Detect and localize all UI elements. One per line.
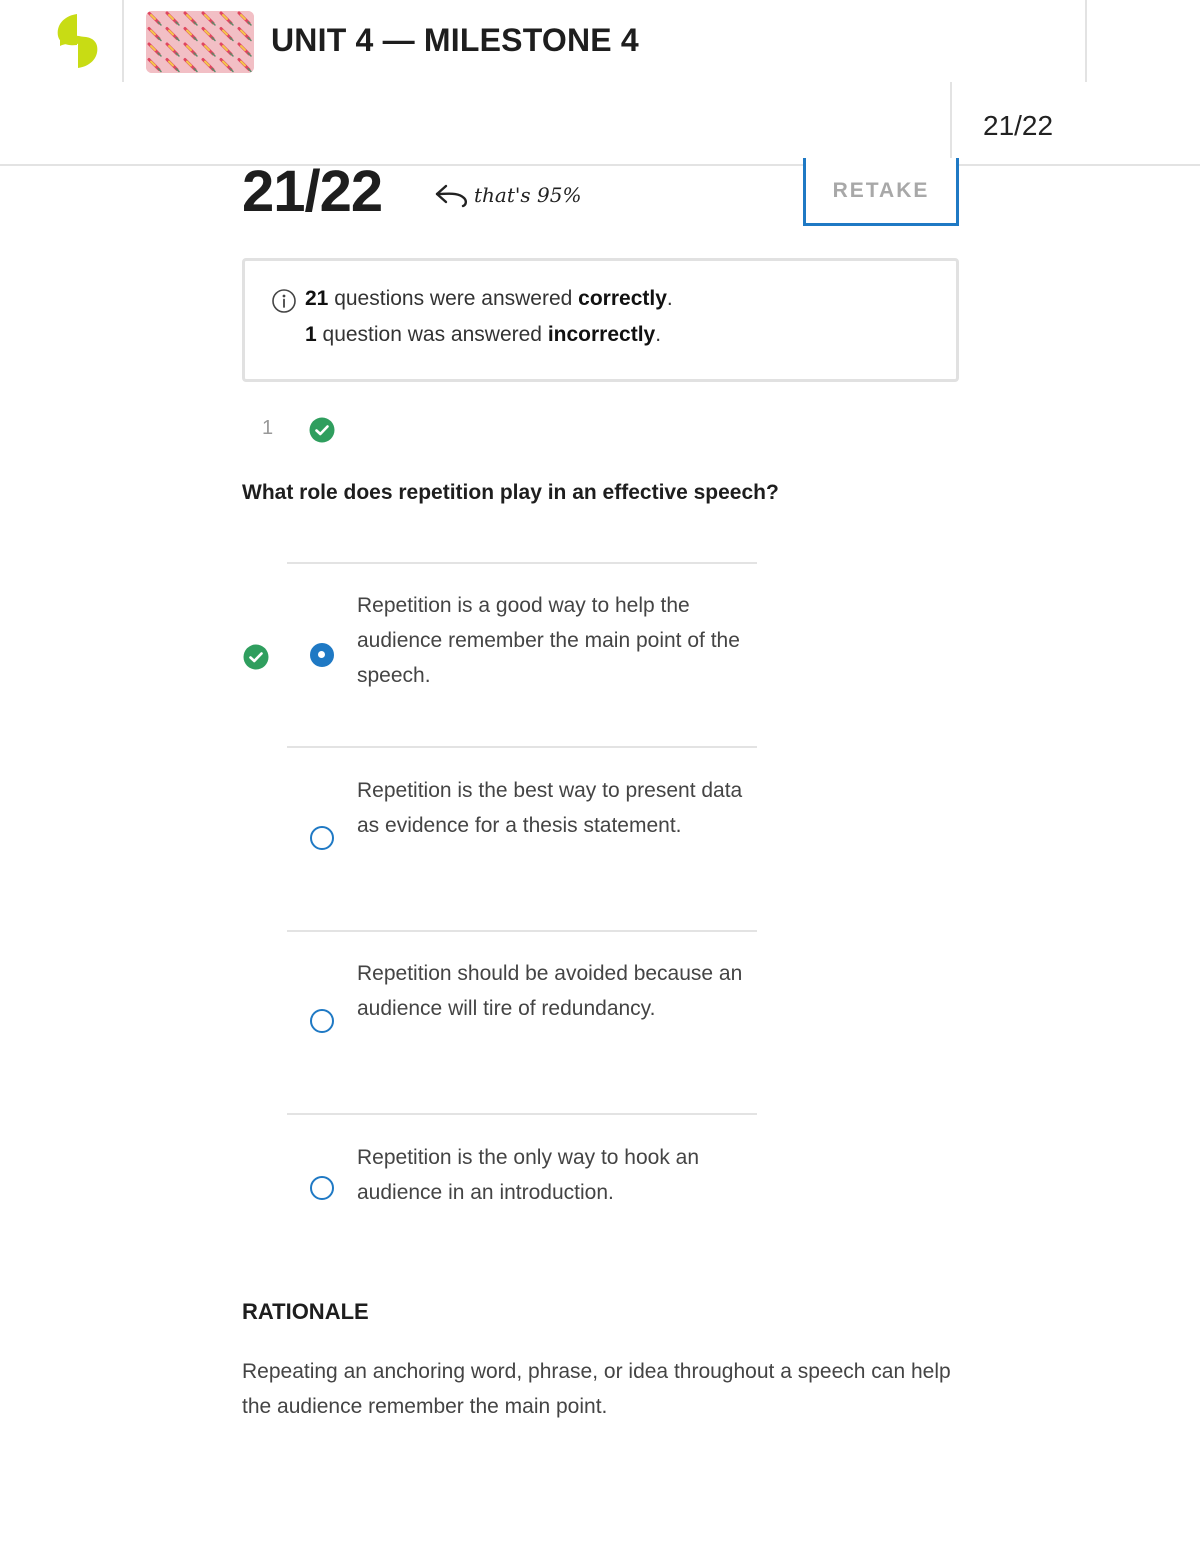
info-icon xyxy=(271,288,297,314)
results-summary-box xyxy=(242,258,959,382)
percent-note: that's 95% xyxy=(474,183,582,207)
curved-arrow-icon xyxy=(434,182,470,208)
top-header xyxy=(0,0,1200,82)
answer-option-text[interactable]: Repetition should be avoided because an audience will tire of redundancy. xyxy=(357,962,743,1020)
option-divider xyxy=(287,930,757,932)
header-divider xyxy=(1085,0,1087,82)
option-divider xyxy=(287,562,757,564)
question-number: 1 xyxy=(262,417,274,439)
rationale-title: RATIONALE xyxy=(242,1299,369,1324)
strip-score: 21/22 xyxy=(983,110,1054,141)
answer-radio-option-4[interactable] xyxy=(310,1176,334,1200)
big-score: 21/22 xyxy=(242,159,383,224)
check-circle-icon xyxy=(309,417,335,443)
rationale-text: Repeating an anchoring word, phrase, or idea throughout a speech can help the audience remember the main point. xyxy=(242,1360,951,1418)
answer-radio-option-2[interactable] xyxy=(310,826,334,850)
incorrect-count-line: 1 question was answered incorrectly. xyxy=(305,323,662,346)
header-divider xyxy=(122,0,124,82)
answer-radio-option-1[interactable] xyxy=(310,643,334,667)
answer-option-text[interactable]: Repetition is the only way to hook an audience in an introduction. xyxy=(357,1146,700,1204)
score-strip-divider xyxy=(950,82,952,166)
answer-option-text[interactable]: Repetition is a good way to help the audience remember the main point of the speech. xyxy=(357,594,740,687)
percent-annotation xyxy=(434,182,581,208)
sophia-logo-icon[interactable] xyxy=(50,12,104,70)
answer-option-text[interactable]: Repetition is the best way to present data as evidence for a thesis statement. xyxy=(357,779,743,837)
answer-radio-option-3[interactable] xyxy=(310,1009,334,1033)
check-circle-icon xyxy=(243,644,269,670)
option-divider xyxy=(287,746,757,748)
retake-button[interactable]: RETAKE xyxy=(803,158,959,226)
correct-count-line: 21 questions were answered correctly. xyxy=(305,287,673,310)
score-strip-border xyxy=(0,164,1200,166)
unit-title: UNIT 4 — MILESTONE 4 xyxy=(271,22,639,58)
question-text: What role does repetition play in an effective speech? xyxy=(242,481,779,504)
option-divider xyxy=(287,1113,757,1115)
patterned-thumbnail-image xyxy=(146,11,254,73)
